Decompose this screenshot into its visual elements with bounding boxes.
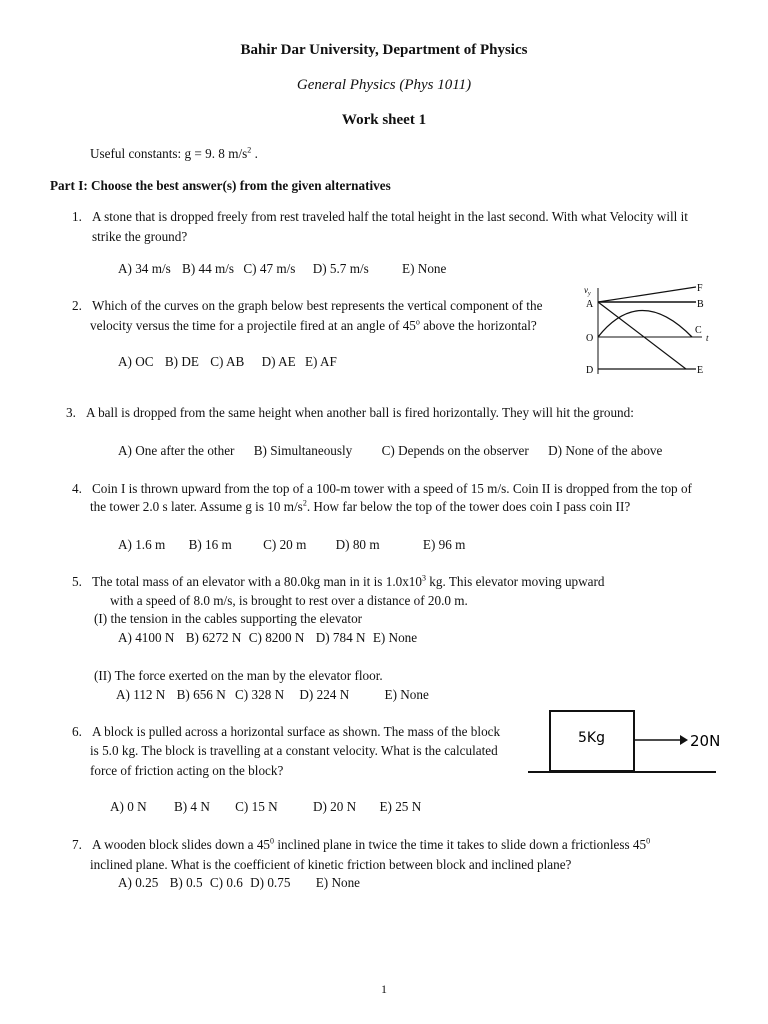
option[interactable]: B) 656 N — [176, 687, 226, 702]
option[interactable]: A) 34 m/s — [118, 261, 171, 276]
course-title: General Physics (Phys 1011) — [296, 77, 472, 93]
option[interactable]: A) OC — [118, 354, 154, 369]
label-A: A — [586, 299, 594, 310]
question-1-options — [118, 261, 446, 277]
page-number: 1 — [381, 982, 387, 996]
part1-heading: Part I: Choose the best answer(s) from the given alternatives — [50, 178, 391, 193]
question-2-options — [118, 354, 337, 370]
question-5-part1: (I) the tension in the cables supporting the elevator — [94, 611, 363, 626]
option[interactable]: E) None — [315, 875, 361, 890]
option[interactable]: C) 20 m — [263, 537, 307, 552]
worksheet-title: Work sheet 1 — [341, 112, 427, 128]
question-2-line2: velocity versus the time for a projectile fired at an angle of 45$^o$ above the horizontal? — [90, 317, 537, 333]
option[interactable]: E) None — [372, 630, 418, 645]
option[interactable]: A) One after the other — [118, 443, 235, 458]
label-t: t — [706, 333, 709, 343]
label-C: C — [695, 325, 702, 336]
option[interactable]: C) 15 N — [235, 799, 278, 814]
question-4-line2: the tower 2.0 s later. Assume g is 10 $m/s^2$. How far below the top of the tower does coin I pass coin II? — [90, 498, 631, 514]
question-6: 6. A block is pulled across a horizontal surface as shown. The mass of the block — [72, 724, 501, 739]
option[interactable]: E) 25 N — [379, 799, 422, 814]
question-1: 1. A stone that is dropped freely from rest traveled half the total height in the last second. With what Velocity will it — [72, 209, 688, 224]
question-3-options — [118, 443, 662, 459]
option[interactable]: B) 16 m — [188, 537, 232, 552]
question-2: 2. Which of the curves on the graph below best represents the vertical component of the — [72, 298, 543, 313]
option[interactable]: D) 224 N — [299, 687, 350, 702]
option[interactable]: C) 47 m/s — [243, 261, 296, 276]
question-6-options — [110, 799, 421, 815]
arrow-head — [680, 735, 688, 745]
option[interactable]: B) Simultaneously — [253, 443, 353, 458]
option[interactable]: E) 96 m — [422, 537, 466, 552]
option[interactable]: C) 328 N — [235, 687, 285, 702]
question-7-options — [118, 875, 360, 891]
option[interactable]: C) AB — [210, 354, 245, 369]
label-O: O — [586, 333, 594, 344]
question-4-options — [118, 537, 465, 553]
option[interactable]: D) 784 N — [315, 630, 366, 645]
question-5-line2: with a speed of 8.0 m/s, is brought to rest over a distance of 20.0 m. — [110, 593, 468, 608]
option[interactable]: D) 80 m — [335, 537, 380, 552]
option[interactable]: B) 0.5 — [169, 875, 203, 890]
curve-AF — [598, 287, 696, 302]
question-4: 4. Coin I is thrown upward from the top of a 100-m tower with a speed of 15 m/s. Coin II is dropped from the top of — [72, 481, 692, 496]
option[interactable]: D) 0.75 — [250, 875, 291, 890]
question-7-line2: inclined plane. What is the coefficient of kinetic friction between block and inclined plane? — [90, 857, 572, 872]
question-6-line2: is 5.0 kg. The block is travelling at a constant velocity. What is the calculated — [90, 743, 498, 758]
option[interactable]: D) AE — [261, 354, 296, 369]
option[interactable]: A) 4100 N — [118, 630, 175, 645]
curve-AE — [598, 302, 686, 369]
force-label: 20N — [690, 732, 721, 750]
question-5: 5. The total mass of an elevator with a 80.0kg man in it is $1.0x10^3$ kg. This elevator moving upward — [72, 573, 605, 589]
question-1-line2: strike the ground? — [92, 229, 188, 244]
option[interactable]: D) 20 N — [312, 799, 357, 814]
label-D: D — [586, 365, 594, 376]
option[interactable]: E) None — [402, 261, 447, 276]
question-5-part1-options — [118, 630, 417, 646]
option[interactable]: A) 112 N — [116, 687, 166, 702]
university-title: Bahir Dar University, Department of Physics — [240, 42, 528, 58]
y-axis-label: $v_y$ — [584, 285, 591, 297]
question-5-part2: (II) The force exerted on the man by the elevator floor. — [94, 668, 383, 683]
block-mass-label: 5Kg — [578, 730, 605, 746]
question-6-line3: force of friction acting on the block? — [90, 763, 284, 778]
option[interactable]: B) 4 N — [173, 799, 210, 814]
option[interactable]: B) DE — [164, 354, 199, 369]
option[interactable]: A) 0.25 — [118, 875, 159, 890]
block-force-figure — [528, 706, 738, 776]
useful-constants: Useful constants: g = 9. 8 $m/s^2$ . — [90, 145, 258, 161]
option[interactable]: C) 8200 N — [248, 630, 305, 645]
option[interactable]: B) 44 m/s — [182, 261, 235, 276]
label-B: B — [697, 299, 704, 310]
question-3: 3. A ball is dropped from the same height when another ball is fired horizontally. They will hit the ground: — [66, 405, 634, 420]
option[interactable]: A) 1.6 m — [118, 537, 166, 552]
label-F: F — [697, 283, 703, 294]
option[interactable]: A) 0 N — [110, 799, 147, 814]
option[interactable]: C) Depends on the observer — [381, 443, 529, 458]
option[interactable]: E) AF — [304, 354, 337, 369]
option[interactable]: D) 5.7 m/s — [312, 261, 369, 276]
label-E: E — [697, 365, 704, 376]
option[interactable]: E) None — [384, 687, 429, 702]
question-7: 7. A wooden block slides down a $45^0$ inclined plane in twice the time it takes to slide down a frictionless $45^0$ — [72, 836, 651, 852]
curve-OC — [598, 311, 692, 338]
option[interactable]: C) 0.6 — [209, 875, 243, 890]
question-5-part2-options — [116, 687, 429, 703]
velocity-time-graph — [580, 280, 720, 380]
option[interactable]: B) 6272 N — [185, 630, 242, 645]
option[interactable]: D) None of the above — [548, 443, 663, 458]
